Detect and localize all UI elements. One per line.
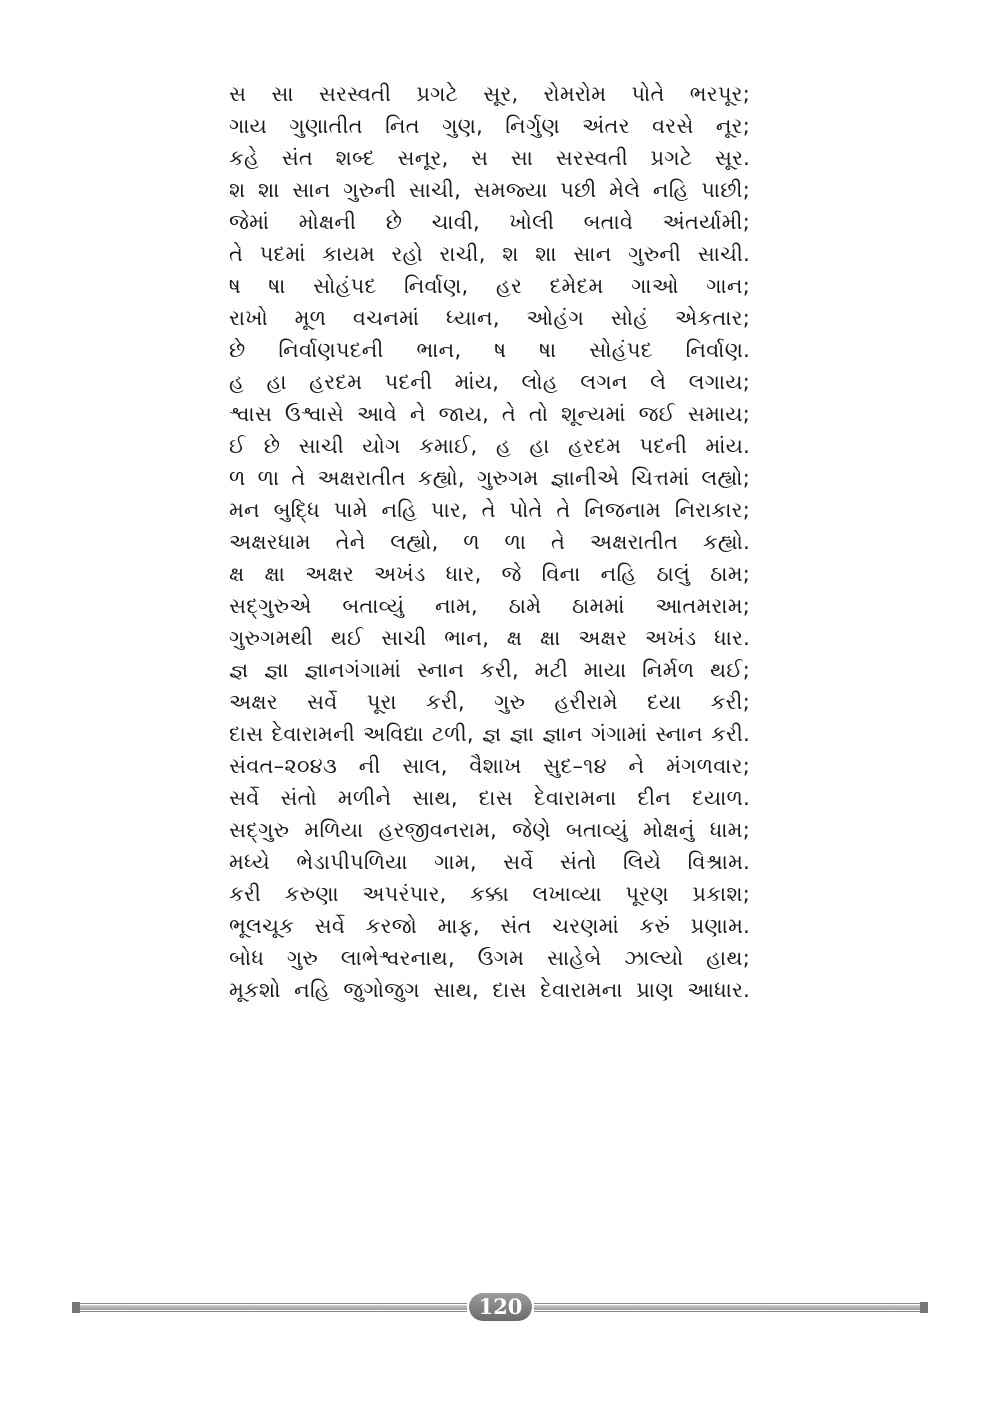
verse-line: મૂકશો નહિ જુગોજુગ સાથ, દાસ દેવારામના પ્રાણ આધાર. — [229, 978, 750, 1002]
verse-line: અક્ષર સર્વે પૂરા કરી, ગુરુ હરીરામે દયા કરી; — [229, 690, 750, 714]
verse-line: ભૂલચૂક સર્વે કરજો માફ, સંત ચરણમાં કરું પ્રણામ. — [229, 914, 750, 938]
verse-line: સંવત–૨૦૪૩ ની સાલ, વૈશાખ સુદ–૧૪ ને મંગળવાર; — [229, 754, 750, 778]
verse-line: છે નિર્વાણપદની ભાન, ષ ષા સોહંપદ નિર્વાણ. — [229, 338, 750, 362]
footer-end-cap-right — [920, 1302, 928, 1313]
verse-line: મધ્યે ભેડાપીપળિયા ગામ, સર્વે સંતો લિયે વિશ્રામ. — [229, 850, 750, 874]
verse-line: શ્વાસ ઉશ્વાસે આવે ને જાય, તે તો શૂન્યમાં જઈ સમાય; — [229, 402, 750, 426]
verse-line: ઈ છે સાચી યોગ કમાઈ, હ હા હરદમ પદની માંય. — [229, 434, 750, 458]
verse-line: કરી કરુણા અપરંપાર, કક્કા લખાવ્યા પૂરણ પ્રકાશ; — [229, 882, 750, 906]
verse-line: સર્વે સંતો મળીને સાથ, દાસ દેવારામના દીન દયાળ. — [229, 786, 750, 810]
verse-line: ળ ળા તે અક્ષરાતીત કહ્યો, ગુરુગમ જ્ઞાનીએ ચિત્તમાં લહ્યો; — [229, 466, 750, 490]
verse-block — [229, 78, 750, 1006]
verse-line: ક્ષ ક્ષા અક્ષર અખંડ ધાર, જે વિના નહિ ઠાલું ઠામ; — [229, 562, 750, 586]
verse-line: ગુરુગમથી થઈ સાચી ભાન, ક્ષ ક્ષા અક્ષર અખંડ ધાર. — [229, 626, 750, 650]
verse-line: બોધ ગુરુ લાભેશ્વરનાથ, ઉગમ સાહેબે ઝાલ્યો હાથ; — [229, 946, 750, 970]
verse-line: ગાય ગુણાતીત નિત ગુણ, નિર્ગુણ અંતર વરસે નૂર; — [229, 114, 750, 138]
verse-line: કહે સંત શબ્દ સનૂર, સ સા સરસ્વતી પ્રગટે સૂર. — [229, 146, 750, 170]
page-footer — [72, 1293, 928, 1323]
verse-line: રાખો મૂળ વચનમાં ધ્યાન, ઓહંગ સોહં એકતાર; — [229, 306, 750, 330]
verse-line: દાસ દેવારામની અવિદ્યા ટળી, જ્ઞ જ્ઞા જ્ઞાન ગંગામાં સ્નાન કરી. — [229, 722, 750, 746]
verse-line: શ શા સાન ગુરુની સાચી, સમજ્યા પછી મેલે નહિ પાછી; — [229, 178, 750, 202]
footer-rule-right — [534, 1303, 928, 1312]
verse-line: અક્ષરધામ તેને લહ્યો, ળ ળા તે અક્ષરાતીત કહ્યો. — [229, 530, 750, 554]
verse-line: મન બુદ્ધિ પામે નહિ પાર, તે પોતે તે નિજનામ નિરાકાર; — [229, 498, 750, 522]
footer-end-cap-left — [72, 1302, 80, 1313]
verse-line: ષ ષા સોહંપદ નિર્વાણ, હર દમેદમ ગાઓ ગાન; — [229, 274, 750, 298]
page-number: 120 — [469, 1293, 532, 1321]
verse-line: સ સા સરસ્વતી પ્રગટે સૂર, રોમરોમ પોતે ભરપૂર; — [229, 82, 750, 106]
footer-rule-left — [72, 1303, 467, 1312]
verse-line: જેમાં મોક્ષની છે ચાવી, ખોલી બતાવે અંતર્યામી; — [229, 210, 750, 234]
verse-line: જ્ઞ જ્ઞા જ્ઞાનગંગામાં સ્નાન કરી, મટી માયા નિર્મળ થઈ; — [229, 658, 750, 682]
verse-line: સદ્‌ગુરુએ બતાવ્યું નામ, ઠામે ઠામમાં આતમરામ; — [229, 594, 750, 618]
verse-line: હ હા હરદમ પદની માંય, લોહ લગન લે લગાય; — [229, 370, 750, 394]
verse-line: સદ્‌ગુરુ મળિયા હરજીવનરામ, જેણે બતાવ્યું મોક્ષનું ધામ; — [229, 818, 750, 842]
verse-line: તે પદમાં કાયમ રહો રાચી, શ શા સાન ગુરુની સાચી. — [229, 242, 750, 266]
